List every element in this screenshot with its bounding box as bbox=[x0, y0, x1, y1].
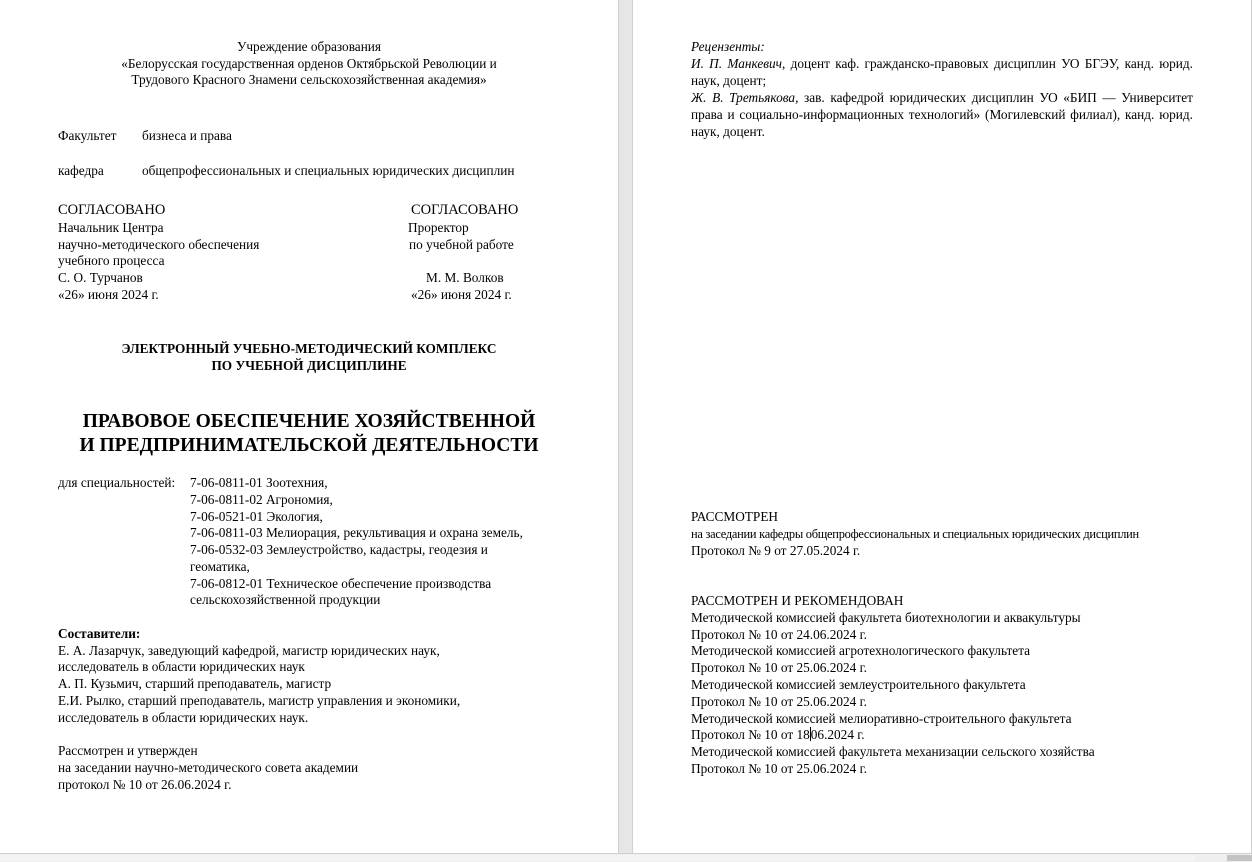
reviewer-entry bbox=[691, 90, 1193, 140]
document-page-1[interactable] bbox=[0, 0, 618, 853]
complex-title-line: ПО УЧЕБНОЙ ДИСЦИПЛИНЕ bbox=[211, 358, 407, 373]
institution-line: Учреждение образования bbox=[236, 39, 382, 54]
approved-line: Рассмотрен и утвержден bbox=[58, 743, 198, 758]
commission-line: Методической комиссией мелиоративно-строительного факультета bbox=[691, 711, 1072, 726]
specialties-label: для специальностей: bbox=[58, 475, 176, 490]
protocol-line: Протокол № 10 от 25.06.2024 г. bbox=[691, 761, 867, 776]
discipline-title-line: И ПРЕДПРИНИМАТЕЛЬСКОЙ ДЕЯТЕЛЬНОСТИ bbox=[79, 435, 539, 456]
protocol-line[interactable] bbox=[691, 727, 865, 744]
author-line: Е. А. Лазарчук, заведующий кафедрой, магистр юридических наук, bbox=[58, 643, 440, 658]
approval-date: «26» июня 2024 г. bbox=[411, 287, 512, 302]
considered-protocol: Протокол № 9 от 27.05.2024 г. bbox=[691, 543, 861, 558]
approval-line: Проректор bbox=[408, 220, 469, 235]
approval-heading: СОГЛАСОВАНО bbox=[58, 202, 166, 218]
scrollbar-track[interactable] bbox=[1227, 855, 1252, 861]
reviewer-name: И. П. Манкевич bbox=[691, 56, 783, 71]
approval-heading: СОГЛАСОВАНО bbox=[411, 202, 519, 218]
protocol-text: Протокол № 10 от 18 bbox=[691, 727, 810, 742]
reviewers-heading: Рецензенты: bbox=[691, 39, 765, 54]
specialty-item: сельскохозяйственной продукции bbox=[190, 592, 381, 607]
protocol-line: Протокол № 10 от 25.06.2024 г. bbox=[691, 660, 867, 675]
considered-heading: РАССМОТРЕН bbox=[691, 509, 779, 524]
specialty-item: 7-06-0811-01 Зоотехния, bbox=[190, 475, 328, 490]
approval-signatory: С. О. Турчанов bbox=[58, 270, 143, 285]
institution-line: Трудового Красного Знамени сельскохозяйственная академия» bbox=[131, 72, 487, 87]
specialty-item: 7-06-0532-03 Землеустройство, кадастры, геодезия и bbox=[190, 542, 488, 557]
author-line: Е.И. Рылко, старший преподаватель, магистр управления и экономики, bbox=[58, 693, 461, 708]
commission-line: Методической комиссией землеустроительного факультета bbox=[691, 677, 1026, 692]
author-line: исследователь в области юридических наук. bbox=[58, 710, 309, 725]
specialty-item: 7-06-0811-03 Мелиорация, рекультивация и охрана земель, bbox=[190, 525, 523, 540]
commission-line: Методической комиссией факультета механизации сельского хозяйства bbox=[691, 744, 1095, 759]
commission-line: Методической комиссией факультета биотехнологии и аквакультуры bbox=[691, 610, 1081, 625]
scrollbar-thumb[interactable] bbox=[0, 855, 1195, 861]
authors-heading: Составители: bbox=[58, 626, 141, 641]
approval-line: по учебной работе bbox=[409, 237, 514, 252]
approved-line: на заседании научно-методического совета академии bbox=[58, 760, 359, 775]
department-value: общепрофессиональных и специальных юридических дисциплин bbox=[142, 163, 515, 178]
approval-line: научно-методического обеспечения bbox=[58, 237, 260, 252]
reviewer-entry bbox=[691, 56, 1193, 90]
document-page-2[interactable] bbox=[633, 0, 1251, 853]
faculty-label: Факультет bbox=[58, 128, 117, 143]
institution-line: «Белорусская государственная орденов Октябрьской Революции и bbox=[121, 56, 497, 71]
commission-line: Методической комиссией агротехнологического факультета bbox=[691, 643, 1031, 658]
discipline-title-line: ПРАВОВОЕ ОБЕСПЕЧЕНИЕ ХОЗЯЙСТВЕННОЙ bbox=[82, 411, 536, 432]
approved-line: протокол № 10 от 26.06.2024 г. bbox=[58, 777, 232, 792]
reviewer-details: зав. кафедрой юридических дисциплин УО «БИП — Университет права и социально-информационных технологий» (Могилевский филиал), канд. юрид. наук, доцент. bbox=[691, 90, 1193, 139]
author-line: А. П. Кузьмич, старший преподаватель, магистр bbox=[58, 676, 332, 691]
approval-line: учебного процесса bbox=[58, 253, 165, 268]
reviewer-details: , доцент каф. гражданско-правовых дисциплин УО БГЭУ, канд. юрид. наук, доцент; bbox=[691, 56, 1193, 88]
protocol-line: Протокол № 10 от 24.06.2024 г. bbox=[691, 627, 867, 642]
recommended-heading: РАССМОТРЕН И РЕКОМЕНДОВАН bbox=[691, 593, 904, 608]
department-label: кафедра bbox=[58, 163, 104, 178]
complex-title-line: ЭЛЕКТРОННЫЙ УЧЕБНО-МЕТОДИЧЕСКИЙ КОМПЛЕКС bbox=[121, 341, 497, 356]
specialty-item: 7-06-0521-01 Экология, bbox=[190, 509, 323, 524]
specialty-item: геоматика, bbox=[190, 559, 250, 574]
approval-signatory: М. М. Волков bbox=[426, 270, 504, 285]
specialty-item: 7-06-0812-01 Техническое обеспечение производства bbox=[190, 576, 492, 591]
specialty-item: 7-06-0811-02 Агрономия, bbox=[190, 492, 333, 507]
protocol-line: Протокол № 10 от 25.06.2024 г. bbox=[691, 694, 867, 709]
reviewer-name: Ж. В. Третьякова, bbox=[691, 90, 799, 105]
faculty-value: бизнеса и права bbox=[142, 128, 232, 143]
protocol-text: 06.2024 г. bbox=[810, 727, 865, 742]
considered-line: на заседании кафедры общепрофессиональных и специальных юридических дисциплин bbox=[691, 527, 1139, 541]
approval-date: «26» июня 2024 г. bbox=[58, 287, 159, 302]
approval-line: Начальник Центра bbox=[58, 220, 164, 235]
author-line: исследователь в области юридических наук bbox=[58, 659, 305, 674]
